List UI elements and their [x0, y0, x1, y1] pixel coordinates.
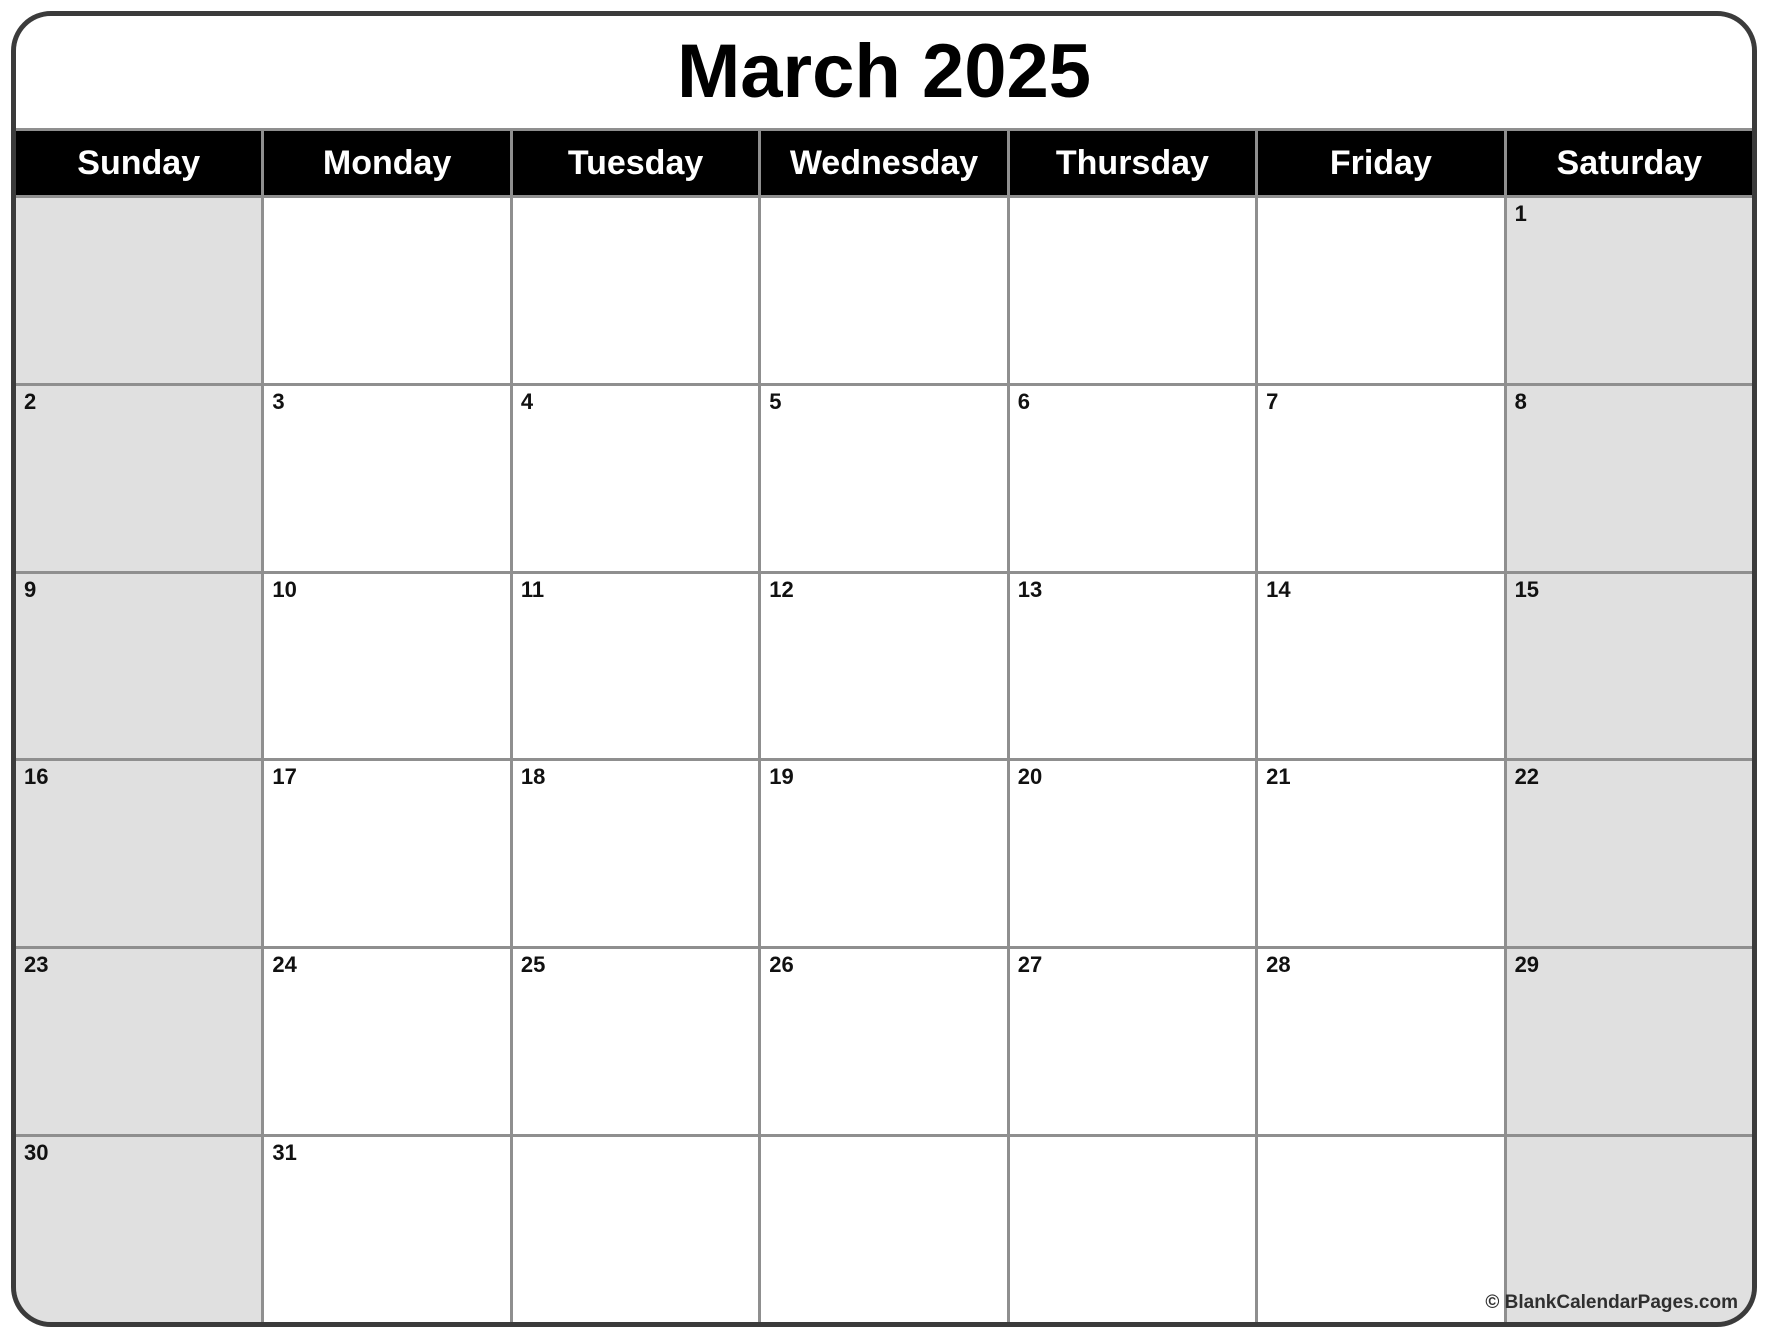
day-cell-3	[264, 386, 509, 571]
weekday-header-wednesday: Wednesday	[761, 131, 1006, 195]
day-cell-empty	[513, 1137, 758, 1322]
day-cell-empty	[761, 198, 1006, 383]
day-number: 17	[272, 764, 297, 790]
day-number: 24	[272, 952, 297, 978]
day-cell-29	[1507, 949, 1752, 1134]
day-cell-28	[1258, 949, 1503, 1134]
day-cell-empty	[16, 198, 261, 383]
day-cell-19	[761, 761, 1006, 946]
day-cell-27	[1010, 949, 1255, 1134]
day-cell-2	[16, 386, 261, 571]
weekday-header-thursday: Thursday	[1010, 131, 1255, 195]
day-number: 12	[769, 576, 794, 602]
day-number: 2	[24, 388, 37, 414]
day-cell-1	[1507, 198, 1752, 383]
day-cell-empty	[1010, 198, 1255, 383]
day-cell-empty	[1258, 198, 1503, 383]
day-cell-empty	[1010, 1137, 1255, 1322]
day-number: 4	[520, 388, 534, 414]
weekday-header-monday: Monday	[264, 131, 509, 195]
calendar-title: March 2025	[676, 29, 1092, 114]
day-number: 11	[520, 576, 545, 602]
day-number: 28	[1266, 952, 1291, 978]
day-cell-21	[1258, 761, 1503, 946]
day-number: 22	[1514, 764, 1540, 790]
day-number: 31	[272, 1140, 297, 1166]
calendar-page	[11, 11, 1757, 1327]
day-number: 3	[272, 388, 285, 414]
weekday-header-friday: Friday	[1258, 131, 1503, 195]
weekday-header-saturday: Saturday	[1507, 131, 1752, 195]
day-cell-25	[513, 949, 758, 1134]
day-number: 18	[520, 764, 546, 790]
day-cell-17	[264, 761, 509, 946]
day-number: 23	[24, 952, 49, 978]
calendar-title-bar	[16, 16, 1752, 128]
day-cell-13	[1010, 574, 1255, 759]
day-number: 16	[24, 764, 49, 790]
day-number: 27	[1017, 952, 1043, 978]
day-number: 5	[769, 388, 782, 414]
day-cell-empty	[513, 198, 758, 383]
weekday-header-tuesday: Tuesday	[513, 131, 758, 195]
day-cell-11	[513, 574, 758, 759]
weekday-header-row	[16, 131, 1752, 195]
day-cell-empty	[264, 198, 509, 383]
day-grid	[16, 198, 1752, 1322]
day-cell-6	[1010, 386, 1255, 571]
day-number: 20	[1017, 764, 1043, 790]
day-number: 6	[1017, 388, 1030, 414]
day-cell-5	[761, 386, 1006, 571]
day-cell-9	[16, 574, 261, 759]
day-cell-26	[761, 949, 1006, 1134]
day-number: 10	[272, 576, 297, 602]
day-number: 19	[769, 764, 794, 790]
day-number: 30	[24, 1140, 49, 1166]
day-number: 7	[1266, 388, 1279, 414]
day-cell-18	[513, 761, 758, 946]
day-cell-8	[1507, 386, 1752, 571]
day-cell-empty	[761, 1137, 1006, 1322]
day-cell-empty	[1485, 1137, 1752, 1322]
weekday-header-sunday: Sunday	[16, 131, 261, 195]
day-number: 15	[1514, 576, 1540, 602]
day-number: 8	[1514, 388, 1527, 414]
day-number: 14	[1266, 576, 1291, 602]
day-cell-20	[1010, 761, 1255, 946]
day-number: 1	[1514, 201, 1527, 226]
day-cell-30	[16, 1137, 261, 1322]
day-cell-22	[1507, 761, 1752, 946]
day-cell-7	[1258, 386, 1503, 571]
day-cell-24	[264, 949, 509, 1134]
day-cell-10	[264, 574, 509, 759]
day-number: 21	[1266, 764, 1291, 790]
day-cell-12	[761, 574, 1006, 759]
day-cell-31	[264, 1137, 509, 1322]
day-cell-23	[16, 949, 261, 1134]
day-cell-14	[1258, 574, 1503, 759]
copyright-text: © BlankCalendarPages.com	[1485, 1291, 1738, 1313]
day-cell-4	[513, 386, 758, 571]
day-number: 29	[1514, 952, 1540, 978]
day-number: 25	[520, 952, 546, 978]
day-number: 9	[24, 576, 37, 602]
day-number: 13	[1017, 576, 1043, 602]
day-cell-empty	[1258, 1137, 1503, 1322]
day-cell-15	[1507, 574, 1752, 759]
day-cell-16	[16, 761, 261, 946]
day-number: 26	[769, 952, 794, 978]
